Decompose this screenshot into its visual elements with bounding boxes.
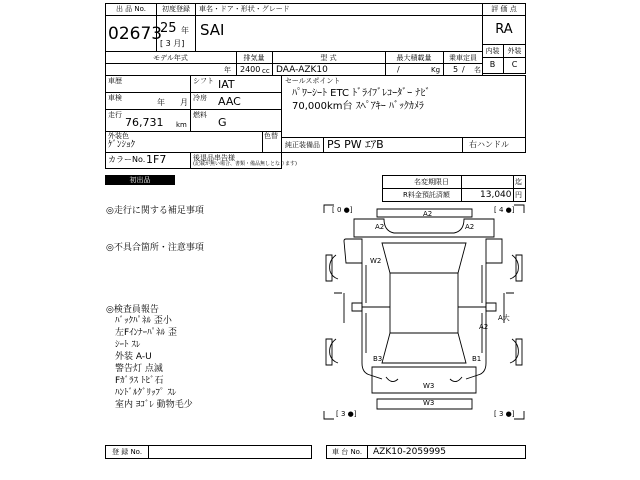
diagram-corner-rear-left: [ 3 ●]: [336, 410, 357, 418]
registration-year-unit: 年: [181, 26, 189, 35]
recycle-fee-value: 13,040: [480, 190, 512, 200]
damage-mark: B3: [373, 355, 383, 363]
registration-number-label: 登 録 No.: [112, 448, 143, 456]
first-registration-label: 初度登録: [162, 5, 190, 13]
displacement-label: 排気量: [243, 54, 265, 62]
lot-label: 出 品 No.: [115, 5, 147, 13]
mileage-unit: km: [176, 121, 187, 129]
interior-label: 内装: [485, 47, 500, 55]
sales-point-line-1: ﾊﾟﾜｰｼｰﾄ ETC ﾄﾞﾗｲﾌﾞﾚｺｰﾀﾞｰ ﾅﾋﾞ: [292, 88, 431, 99]
defects-label: ◎不具合箇所・注意事項: [106, 243, 204, 253]
car-name: SAI: [200, 21, 225, 39]
aircon-value: AAC: [218, 95, 241, 108]
inspector-item: 室内 ﾖｺﾞﾚ 動物毛少: [115, 400, 193, 410]
equipment-value: PS PW ｴｱB: [327, 138, 384, 151]
inspector-item: ｼｰﾄ ｽﾚ: [115, 340, 141, 350]
displacement-value: 2400: [240, 65, 261, 74]
color-number-label: カラーNo.: [108, 155, 146, 164]
rating-value: RA: [495, 22, 513, 37]
fuel-label: 燃料: [193, 111, 207, 119]
model-year-label: モデル年式: [153, 54, 188, 62]
car-name-label: 車名・ドア・形状・グレード: [199, 5, 290, 13]
displacement-unit: cc: [262, 67, 270, 75]
warranty-note: (記載が無い場合、書類・備品無しとなります): [193, 161, 297, 167]
mileage-value: 76,731: [125, 116, 164, 129]
exterior-label: 外装: [507, 47, 522, 55]
inspection-year-unit: 年: [157, 98, 165, 107]
sales-point-line-2: 70,000km台 ｽﾍﾟｱｷｰ ﾊﾞｯｸｶﾒﾗ: [292, 101, 424, 112]
inspector-item: 警告灯 点滅: [115, 364, 163, 374]
inspector-item: ﾊﾝﾄﾞﾙｸﾞﾘｯﾌﾟ ｽﾚ: [115, 388, 177, 398]
color-change-label: 色替: [264, 132, 278, 140]
lot-number: 02673: [108, 24, 163, 44]
body-color-value: ｹﾞﾝｼｮｸ: [108, 140, 136, 150]
damage-mark: A2: [479, 323, 489, 331]
damage-mark: A2: [465, 223, 475, 231]
name-change-deadline-label: 名変期限日: [414, 178, 449, 186]
max-load-separator: /: [397, 65, 400, 74]
diagram-corner-rear-right: [ 3 ●]: [494, 410, 515, 418]
registration-year: 25: [160, 21, 177, 36]
inspector-item: Fｶﾞﾗｽ ﾄﾋﾞ石: [115, 376, 164, 386]
damage-mark: B1: [472, 355, 482, 363]
rating-label: 評 価 点: [491, 5, 517, 13]
sales-point-label: セールスポイント: [285, 77, 341, 85]
damage-mark: W2: [370, 257, 382, 265]
diagram-corner-front-right: [ 4 ●]: [494, 206, 515, 214]
recycle-fee-unit: 円: [515, 191, 522, 199]
inspection-month-unit: 月: [180, 98, 188, 107]
damage-mark: A2: [423, 210, 433, 218]
damage-mark: A大: [498, 314, 510, 322]
inspection-label: 車検: [108, 94, 122, 102]
shift-label: シフト: [193, 77, 214, 85]
history-label: 車歴: [108, 77, 122, 85]
damage-mark: W3: [423, 399, 435, 407]
color-number-value: 1F7: [146, 153, 167, 166]
body-color-label: 外装色: [108, 132, 129, 140]
model-code-label: 型 式: [320, 54, 337, 62]
aircon-label: 冷房: [193, 94, 207, 102]
capacity-label: 乗車定員: [449, 54, 477, 62]
handle-position: 右ハンドル: [469, 140, 509, 149]
interior-grade: B: [489, 60, 496, 69]
exterior-grade: C: [511, 60, 518, 69]
max-load-label: 最大積載量: [396, 54, 432, 62]
equipment-label: 純正装備品: [285, 141, 320, 149]
diagram-corner-front-left: [ 0 ●]: [332, 206, 353, 214]
inspector-item: 外装 A-U: [115, 352, 152, 362]
damage-mark: W3: [423, 382, 435, 390]
mileage-supplement-label: ◎走行に関する補足事項: [106, 206, 204, 216]
inspector-item: ﾊﾞｯｸﾊﾟﾈﾙ 歪小: [115, 316, 172, 326]
chassis-number-label: 車 台 No.: [332, 448, 363, 456]
chassis-number: AZK10-2059995: [373, 447, 447, 457]
max-load-unit: Kg: [431, 66, 441, 74]
model-year-unit: 年: [224, 66, 231, 74]
model-code: DAA-AZK10: [276, 65, 328, 75]
capacity-value: 5: [453, 65, 459, 74]
damage-mark: A2: [375, 223, 385, 231]
first-listing-label: 初出品: [129, 176, 151, 184]
recycle-fee-label: R料金預託済額: [403, 191, 450, 199]
inspector-item: 左Fｲﾝﾅｰﾊﾟﾈﾙ 歪: [115, 328, 178, 338]
registration-month: [ 3 月]: [160, 39, 185, 48]
name-change-deadline-mark: 迄: [515, 178, 522, 186]
warranty-label: 後退品串告様: [193, 154, 235, 162]
fuel-value: G: [218, 116, 227, 129]
capacity-separator: /: [462, 65, 465, 74]
shift-value: IAT: [218, 78, 235, 91]
capacity-unit: 名: [474, 66, 481, 74]
inspector-report-label: ◎検査員報告: [106, 305, 159, 315]
mileage-label: 走行: [108, 111, 122, 119]
